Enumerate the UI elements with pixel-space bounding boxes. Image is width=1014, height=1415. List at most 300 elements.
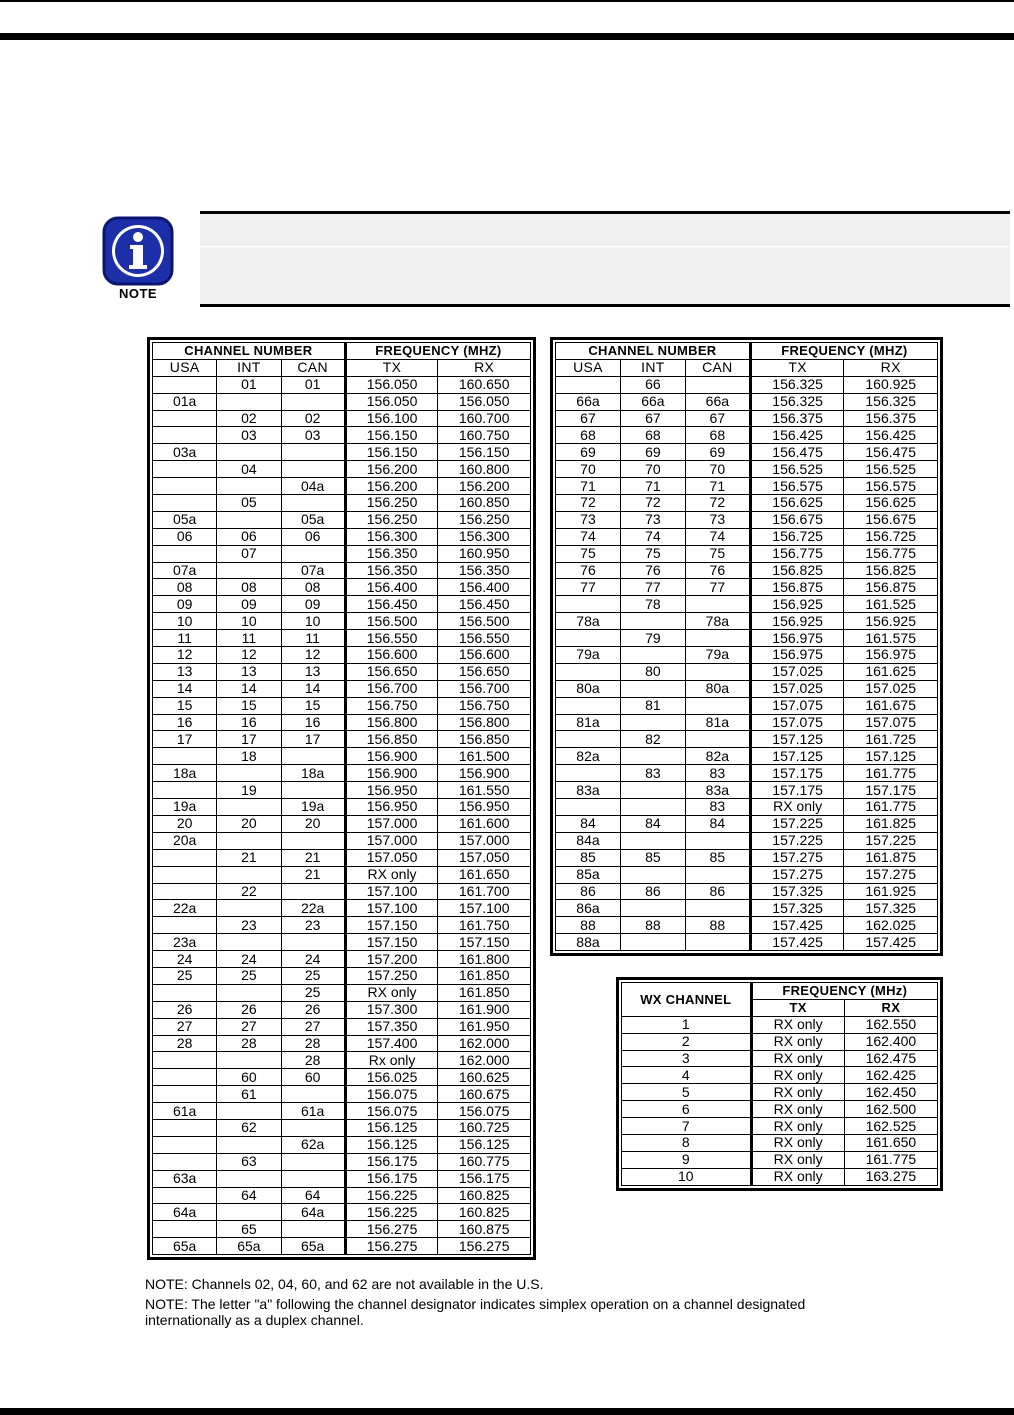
table-cell: 1 — [622, 1016, 752, 1033]
table-cell: 71 — [620, 478, 685, 495]
table-row — [556, 714, 938, 731]
col-usa: USA — [556, 359, 621, 376]
table-cell — [153, 1153, 217, 1170]
table-cell: 156.200 — [438, 478, 531, 495]
table-cell: 162.400 — [844, 1033, 937, 1050]
table-cell: RX only — [751, 1168, 844, 1185]
table-cell: 28 — [217, 1035, 281, 1052]
table-cell — [685, 866, 750, 883]
table-cell — [217, 984, 281, 1001]
table-cell: 156.400 — [438, 579, 531, 596]
table-cell — [281, 832, 345, 849]
table-cell — [620, 647, 685, 664]
table-row — [153, 1052, 531, 1069]
table-cell: 20 — [281, 815, 345, 832]
table-cell: 160.925 — [844, 376, 938, 393]
table-cell: 81 — [620, 697, 685, 714]
table-row — [153, 1086, 531, 1103]
table-cell — [217, 1170, 281, 1187]
table-cell: 6 — [622, 1101, 752, 1118]
table-cell — [685, 832, 750, 849]
table-cell: 26 — [217, 1001, 281, 1018]
table-row — [153, 1018, 531, 1035]
table-cell: 156.950 — [345, 799, 438, 816]
table-cell — [153, 461, 217, 478]
table-cell: 157.275 — [750, 849, 844, 866]
table-cell: 77 — [620, 579, 685, 596]
table-cell — [556, 630, 621, 647]
table-cell: 156.900 — [345, 748, 438, 765]
table-cell: 156.800 — [345, 714, 438, 731]
table-cell: 156.525 — [750, 461, 844, 478]
table-cell: 62a — [281, 1136, 345, 1153]
table-cell: 156.875 — [750, 579, 844, 596]
table-cell: 28 — [153, 1035, 217, 1052]
col-int: INT — [620, 359, 685, 376]
table-cell: 80 — [620, 663, 685, 680]
table-cell: 156.575 — [844, 478, 938, 495]
table-cell: 157.050 — [345, 849, 438, 866]
table-row — [556, 832, 938, 849]
table-cell: 25 — [217, 967, 281, 984]
table-row — [622, 1067, 938, 1084]
table-cell: 24 — [153, 951, 217, 968]
table-row — [556, 393, 938, 410]
table-cell: 61 — [217, 1086, 281, 1103]
table-cell — [153, 1221, 217, 1238]
table-cell: 05 — [217, 495, 281, 512]
table-row — [153, 849, 531, 866]
table-cell: 23 — [217, 917, 281, 934]
table-cell: 162.000 — [438, 1052, 531, 1069]
table-cell — [685, 630, 750, 647]
table-cell — [217, 1052, 281, 1069]
note-label: NOTE — [118, 286, 158, 301]
wx-table-body — [622, 1016, 938, 1185]
table-cell: 156.050 — [345, 393, 438, 410]
table-cell — [153, 748, 217, 765]
table-cell: 68 — [685, 427, 750, 444]
table-cell: 77 — [685, 579, 750, 596]
table-cell: 156.275 — [438, 1238, 531, 1255]
table-cell: 161.600 — [438, 815, 531, 832]
table-cell: 66 — [620, 376, 685, 393]
table-row — [153, 917, 531, 934]
table-cell — [281, 1153, 345, 1170]
table-row — [556, 579, 938, 596]
table-row — [153, 647, 531, 664]
table-cell: 162.450 — [844, 1084, 937, 1101]
table-cell: 156.325 — [750, 393, 844, 410]
table-cell — [685, 596, 750, 613]
table-row — [153, 984, 531, 1001]
table-cell — [217, 444, 281, 461]
table-cell: 157.425 — [844, 934, 938, 951]
table-cell: 04a — [281, 478, 345, 495]
table-cell: 161.650 — [844, 1135, 937, 1152]
table-cell: 15 — [281, 697, 345, 714]
table-cell: 27 — [153, 1018, 217, 1035]
table-cell: RX only — [751, 1067, 844, 1084]
table-cell: 85 — [556, 849, 621, 866]
table-cell: 156.125 — [345, 1119, 438, 1136]
table-cell — [281, 495, 345, 512]
footnote: NOTE: Channels 02, 04, 60, and 62 are not available in the U.S. — [145, 1276, 544, 1292]
table-row — [556, 799, 938, 816]
channel-table-left — [147, 337, 536, 1260]
table-cell: 74 — [620, 528, 685, 545]
table-row — [153, 528, 531, 545]
footnotes — [145, 1276, 845, 1332]
table-cell: 157.175 — [750, 765, 844, 782]
table-cell: 86 — [556, 883, 621, 900]
table-cell: 156.425 — [750, 427, 844, 444]
table-cell: 05a — [281, 511, 345, 528]
table-cell: 156.150 — [345, 444, 438, 461]
table-cell: 162.550 — [844, 1016, 937, 1033]
table-cell: 25 — [153, 967, 217, 984]
table-cell: 64a — [153, 1204, 217, 1221]
table-cell: 156.075 — [345, 1103, 438, 1120]
table-row — [556, 478, 938, 495]
table-cell: 156.350 — [345, 562, 438, 579]
wx-col-tx: TX — [751, 999, 844, 1016]
table-cell: 22 — [217, 883, 281, 900]
table-cell: 28 — [281, 1052, 345, 1069]
table-cell — [153, 478, 217, 495]
table-cell: 82a — [556, 748, 621, 765]
table-cell: 162.425 — [844, 1067, 937, 1084]
table-row — [153, 562, 531, 579]
table-cell: 09 — [281, 596, 345, 613]
col-rx: RX — [844, 359, 938, 376]
table-cell: RX only — [751, 1050, 844, 1067]
table-cell — [556, 799, 621, 816]
table-cell: 162.025 — [844, 917, 938, 934]
table-cell — [153, 1136, 217, 1153]
table-row — [556, 545, 938, 562]
table-cell: 156.200 — [345, 461, 438, 478]
table-cell: 83 — [685, 799, 750, 816]
table-row — [153, 410, 531, 427]
table-cell: 86a — [556, 900, 621, 917]
table-cell: 156.450 — [438, 596, 531, 613]
table-row — [622, 1050, 938, 1067]
table-cell — [685, 934, 750, 951]
table-cell: 19 — [217, 782, 281, 799]
table-cell — [685, 697, 750, 714]
table-cell — [685, 900, 750, 917]
table-cell — [685, 731, 750, 748]
table-cell: 157.050 — [438, 849, 531, 866]
wx-channel-header: WX CHANNEL — [622, 983, 752, 1017]
table-row — [622, 1135, 938, 1152]
table-cell: RX only — [751, 1151, 844, 1168]
table-cell: 156.750 — [438, 697, 531, 714]
table-row — [153, 934, 531, 951]
table-cell: 27 — [281, 1018, 345, 1035]
table-row — [556, 917, 938, 934]
table-cell: 156.850 — [345, 731, 438, 748]
table-cell: 83 — [620, 765, 685, 782]
table-row — [556, 613, 938, 630]
table-cell: 12 — [281, 647, 345, 664]
table-row — [153, 832, 531, 849]
table-row — [556, 900, 938, 917]
table-cell: 13 — [217, 663, 281, 680]
table-cell — [620, 934, 685, 951]
table-row — [622, 1033, 938, 1050]
table-cell: 61a — [153, 1103, 217, 1120]
table-cell: 156.325 — [844, 393, 938, 410]
table-row — [153, 883, 531, 900]
table-cell: 156.875 — [844, 579, 938, 596]
table-cell: 70 — [620, 461, 685, 478]
table-cell: 160.625 — [438, 1069, 531, 1086]
table-cell: 83a — [685, 782, 750, 799]
table-cell: 156.050 — [345, 376, 438, 393]
table-cell: 28 — [281, 1035, 345, 1052]
table-cell — [620, 680, 685, 697]
table-cell: 78a — [556, 613, 621, 630]
table-row — [153, 613, 531, 630]
table-cell: 73 — [556, 511, 621, 528]
table-cell: 19a — [281, 799, 345, 816]
table-cell: 85 — [620, 849, 685, 866]
table-row — [153, 714, 531, 731]
table-cell — [217, 832, 281, 849]
table-cell: 06 — [281, 528, 345, 545]
table-cell: 82a — [685, 748, 750, 765]
table-cell: 161.775 — [844, 765, 938, 782]
table-cell: 65a — [153, 1238, 217, 1255]
table-cell — [153, 1119, 217, 1136]
table-cell: 83a — [556, 782, 621, 799]
table-cell: 67 — [685, 410, 750, 427]
table-cell: 68 — [556, 427, 621, 444]
table-cell: 20 — [217, 815, 281, 832]
table-cell: 65 — [217, 1221, 281, 1238]
table-row — [556, 511, 938, 528]
table-row — [153, 782, 531, 799]
table-row — [153, 1170, 531, 1187]
table-cell — [153, 545, 217, 562]
table-row — [153, 444, 531, 461]
table-cell: RX only — [751, 1101, 844, 1118]
table-row — [556, 934, 938, 951]
table-cell: 160.825 — [438, 1204, 531, 1221]
wx-channel-table — [616, 977, 943, 1191]
top-thin-rule — [0, 0, 1014, 2]
table-cell: 156.400 — [345, 579, 438, 596]
table-cell: 161.850 — [438, 967, 531, 984]
table-cell: 156.175 — [345, 1170, 438, 1187]
table-cell: 156.700 — [438, 680, 531, 697]
table-cell: 157.225 — [844, 832, 938, 849]
col-can: CAN — [685, 359, 750, 376]
col-tx: TX — [750, 359, 844, 376]
table-row — [556, 647, 938, 664]
table-cell: 156.625 — [750, 495, 844, 512]
table-cell: 24 — [217, 951, 281, 968]
table-row — [153, 376, 531, 393]
table-row — [153, 1035, 531, 1052]
table-cell: 72 — [620, 495, 685, 512]
table-cell: 156.100 — [345, 410, 438, 427]
table-cell — [153, 1086, 217, 1103]
table-cell: 156.675 — [750, 511, 844, 528]
table-cell: 16 — [153, 714, 217, 731]
table-cell: 72 — [685, 495, 750, 512]
table-cell: 83 — [685, 765, 750, 782]
table-cell: 157.075 — [844, 714, 938, 731]
table-cell: RX only — [751, 1016, 844, 1033]
table-cell: 156.650 — [438, 663, 531, 680]
table-row — [153, 765, 531, 782]
table-cell: 156.375 — [844, 410, 938, 427]
table-cell: 4 — [622, 1067, 752, 1084]
table-cell: 69 — [685, 444, 750, 461]
table-row — [622, 1101, 938, 1118]
table-cell: 162.525 — [844, 1118, 937, 1135]
table-cell: 67 — [620, 410, 685, 427]
table-cell: 156.300 — [438, 528, 531, 545]
table-cell — [217, 866, 281, 883]
table-cell — [153, 866, 217, 883]
table-cell: 64 — [217, 1187, 281, 1204]
table-cell: 13 — [153, 663, 217, 680]
table-cell: 08 — [217, 579, 281, 596]
table-cell: 156.650 — [345, 663, 438, 680]
table-cell: 161.800 — [438, 951, 531, 968]
table-row — [153, 951, 531, 968]
table-row — [153, 1001, 531, 1018]
table-cell: 157.225 — [750, 815, 844, 832]
table-cell — [217, 1204, 281, 1221]
table-cell: 64a — [281, 1204, 345, 1221]
table-cell: 156.125 — [438, 1136, 531, 1153]
table-row — [153, 1069, 531, 1086]
table-row — [153, 731, 531, 748]
table-cell: 12 — [217, 647, 281, 664]
footer-rule — [0, 1408, 1014, 1415]
frequency-header: FREQUENCY (MHZ) — [750, 343, 937, 360]
table-cell: 09 — [153, 596, 217, 613]
table-cell — [281, 1170, 345, 1187]
table-cell: RX only — [345, 866, 438, 883]
table-cell: 156.800 — [438, 714, 531, 731]
table-cell: 157.275 — [750, 866, 844, 883]
table-cell: 163.275 — [844, 1168, 937, 1185]
footnote: NOTE: The letter "a" following the channel designator indicates simplex operation on a channel designated internationally as a duplex channel. — [145, 1296, 806, 1328]
table-cell: 156.625 — [844, 495, 938, 512]
table-cell: 156.325 — [750, 376, 844, 393]
table-cell: 15 — [217, 697, 281, 714]
table-cell: 157.075 — [750, 697, 844, 714]
table-cell: 23a — [153, 934, 217, 951]
table-cell — [556, 731, 621, 748]
table-cell: 156.925 — [750, 613, 844, 630]
table-row — [153, 866, 531, 883]
table-cell: 86 — [685, 883, 750, 900]
table-row — [153, 1103, 531, 1120]
table-row — [153, 697, 531, 714]
table-cell — [153, 984, 217, 1001]
table-cell: 24 — [281, 951, 345, 968]
table-cell: 18a — [153, 765, 217, 782]
table-cell: 71 — [556, 478, 621, 495]
table-cell: 156.825 — [844, 562, 938, 579]
table-row — [153, 1187, 531, 1204]
table-cell: 161.775 — [844, 1151, 937, 1168]
channel-number-header: CHANNEL NUMBER — [153, 343, 346, 360]
table-cell: 88 — [556, 917, 621, 934]
table-row — [622, 1084, 938, 1101]
table-row — [556, 815, 938, 832]
table-cell: 156.350 — [438, 562, 531, 579]
table-cell: 03a — [153, 444, 217, 461]
table-cell: 74 — [685, 528, 750, 545]
table-cell: 156.500 — [345, 613, 438, 630]
table-cell — [153, 410, 217, 427]
table-row — [153, 596, 531, 613]
table-row — [153, 799, 531, 816]
table-cell: 65a — [281, 1238, 345, 1255]
table-cell — [217, 765, 281, 782]
table-cell: 66a — [685, 393, 750, 410]
table-cell: 8 — [622, 1135, 752, 1152]
table-cell: RX only — [751, 1084, 844, 1101]
table-row — [556, 731, 938, 748]
table-cell: 156.250 — [345, 511, 438, 528]
table-cell: 157.125 — [750, 748, 844, 765]
table-cell: 22a — [153, 900, 217, 917]
table-row — [153, 1238, 531, 1255]
table-cell: 84 — [556, 815, 621, 832]
table-row — [153, 461, 531, 478]
table-cell: 156.950 — [345, 782, 438, 799]
table-row — [556, 849, 938, 866]
col-usa: USA — [153, 359, 217, 376]
table-cell: 161.850 — [438, 984, 531, 1001]
table-cell: 156.725 — [750, 528, 844, 545]
table-cell: 157.175 — [844, 782, 938, 799]
table-cell: 157.425 — [750, 917, 844, 934]
table-cell: 157.200 — [345, 951, 438, 968]
table-cell: 157.100 — [345, 900, 438, 917]
table-cell: 06 — [153, 528, 217, 545]
col-rx: RX — [438, 359, 531, 376]
table-cell: 157.425 — [750, 934, 844, 951]
table-cell: 157.025 — [750, 680, 844, 697]
table-cell: 161.925 — [844, 883, 938, 900]
table-row — [556, 765, 938, 782]
table-cell: 157.250 — [345, 967, 438, 984]
table-cell: 157.000 — [438, 832, 531, 849]
table-cell: 160.750 — [438, 427, 531, 444]
header-rule — [0, 33, 1014, 40]
table-cell: 156.350 — [345, 545, 438, 562]
table-cell: 156.925 — [750, 596, 844, 613]
table-cell: 156.450 — [345, 596, 438, 613]
table-cell: 160.775 — [438, 1153, 531, 1170]
table-cell — [281, 934, 345, 951]
table-cell: 156.150 — [345, 427, 438, 444]
table-cell: 23 — [281, 917, 345, 934]
table-cell: 63 — [217, 1153, 281, 1170]
table-cell: 161.750 — [438, 917, 531, 934]
table-cell: 04 — [217, 461, 281, 478]
